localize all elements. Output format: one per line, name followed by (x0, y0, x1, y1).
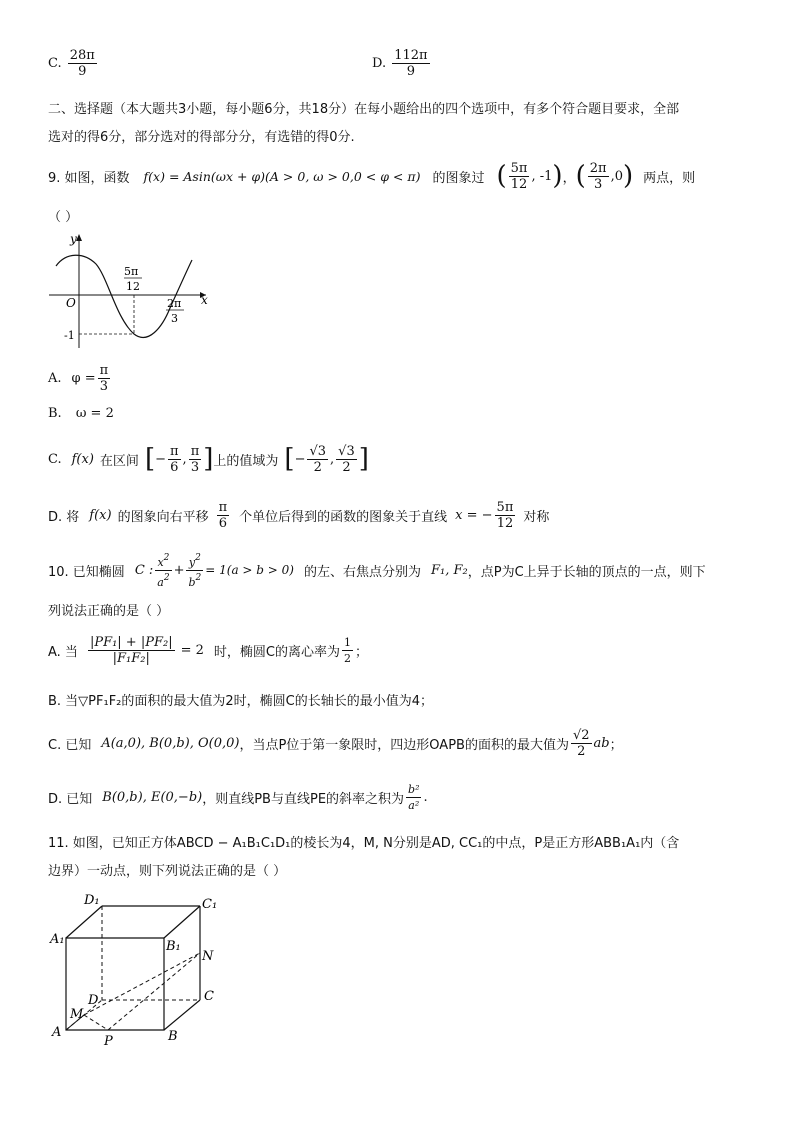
min-label: -1 (64, 329, 75, 342)
origin-label: O (66, 296, 76, 310)
denominator: 6 (170, 459, 179, 475)
label-a: A (52, 1025, 62, 1040)
area-fraction (571, 728, 592, 759)
q8-option-c-fraction (68, 48, 97, 79)
q9-option-a-fraction (98, 363, 111, 394)
denominator: a² (408, 798, 420, 812)
denominator: 2 (577, 743, 586, 759)
segment-pn (108, 953, 200, 1030)
punct: ； (354, 644, 368, 660)
q10-option-d-points: B(0,b), E(0,−b) (102, 789, 203, 805)
q10-condition: = 1(a > b > 0) (205, 563, 294, 577)
denominator: 9 (406, 64, 416, 79)
option-label: D. (372, 56, 387, 71)
shift-fraction (217, 500, 230, 531)
option-label: A. 当 (48, 644, 78, 660)
q8-option-c (48, 48, 99, 79)
numerator: √3 (338, 443, 355, 459)
q10-line2: 列说法正确的是（ ） (48, 604, 170, 619)
q10-option-a (48, 628, 368, 672)
numerator: π (218, 499, 228, 515)
q10-rest: ，点P为C上异于长轴的顶点的一点，则下 (467, 564, 706, 580)
q10-option-c-text: ，当点P位于第一象限时，四边形OAPB的面积的最大值为 (239, 737, 569, 753)
denominator: 12 (496, 515, 514, 531)
option-label: D. 将 (48, 509, 80, 525)
segment-mp (84, 1015, 108, 1030)
q9-option-c-func: f(x) (71, 451, 94, 467)
tick1-numerator: 5π (124, 265, 139, 278)
denominator: 9 (78, 64, 87, 79)
q10-option-d (48, 776, 428, 818)
q10-ellipse-c: C : (134, 562, 154, 578)
q10-option-a-text: 时，椭圆C的离心率为 (213, 644, 340, 660)
q9-option-d-text2: 个单位后得到的函数的图象关于直线 (239, 509, 448, 525)
q9-function: f(x) = Asin(ωx + φ)(A > 0, ω > 0,0 < φ < π) (143, 168, 421, 184)
slope-product-fraction (406, 782, 421, 813)
range-start (307, 444, 328, 475)
eccentricity-fraction (342, 635, 353, 666)
label-b: B (168, 1029, 178, 1044)
section2-line1: 二、选择题（本大题共3小题，每小题6分，共18分）在每小题给出的四个选项中，有多个符合题目要求，全部 (48, 102, 680, 117)
q10-option-b: B. 当▽PF₁F₂的面积的最大值为2时，椭圆C的长轴长的最小值为4； (48, 694, 434, 709)
q10-stem: 10. 已知椭圆 C : $\frac{x^2}{a^2}$ + $\frac{y^2}{b^2}$ = 1(a > b > 0) 的左、右焦点分别为 F₁, F₂ ，点P为C上异于长轴的顶点的一点，则下 (48, 552, 706, 589)
numerator: π (170, 443, 179, 459)
q9-suffix: 两点，则 (643, 170, 696, 186)
q9-stem: 9. 如图，函数 f(x) = Asin(ωx + φ)(A > 0, ω > 0,0 < φ < π) 的图象过 ( $\frac{5\pi}{12}$ , -1 ) ， ( $\frac{2\pi}{3}$ ,0 ) 两点，则 (48, 160, 696, 192)
denominator: 12 (510, 176, 528, 192)
q9-mid: 的图象过 (432, 170, 485, 186)
option-label: D. 已知 (48, 791, 93, 807)
q10-option-c (48, 722, 623, 764)
q10-foci: F₁, F₂ (431, 562, 468, 578)
q9-point1-x (509, 161, 530, 192)
q9-option-a (48, 360, 112, 396)
y-axis-arrow-icon (76, 234, 82, 241)
q8-option-d-fraction (392, 48, 429, 79)
label-b1: B₁ (166, 939, 181, 954)
interval-end (189, 444, 202, 475)
q8-option-d (372, 48, 432, 79)
option-label: C. (48, 56, 62, 71)
line-fraction (495, 500, 516, 531)
q9-option-b-expr: ω = 2 (75, 406, 114, 421)
option-label: B. (48, 406, 62, 421)
label-p: P (104, 1034, 113, 1048)
label-n: N (202, 949, 214, 964)
denominator: |F₁F₂| (112, 650, 150, 666)
q10-prefix: 10. 已知椭圆 (48, 564, 125, 580)
numerator: b² (408, 782, 420, 796)
denominator: 3 (594, 176, 603, 192)
numerator: 28π (69, 48, 95, 63)
range-end (336, 444, 357, 475)
denominator: 2 (313, 459, 322, 475)
edge-b1c1 (164, 906, 200, 938)
q9-point1-y: , -1 (531, 168, 553, 184)
numerator: √2 (572, 727, 590, 743)
q10-option-a-eq: = 2 (180, 642, 204, 658)
label-d: D (88, 993, 99, 1008)
q11-line2: 边界）一动点，则下列说法正确的是（ ） (48, 864, 287, 879)
q9-option-d-text3: 对称 (523, 509, 550, 525)
numerator: 5π (510, 160, 528, 176)
label-c: C (204, 989, 214, 1004)
label-d1: D₁ (84, 893, 100, 908)
q11-cube-diagram (46, 888, 236, 1048)
q10-y-term: $\frac{y^2}{b^2}$ (188, 552, 202, 589)
numerator: 112π (394, 48, 428, 63)
q9-option-a-expr: φ = (71, 370, 96, 386)
numerator: π (99, 362, 109, 378)
option-label: C. 已知 (48, 737, 92, 753)
q10-option-a-ratio (88, 635, 175, 666)
q9-option-d-text1: 的图象向右平移 (117, 509, 209, 525)
q9-option-b (48, 406, 114, 421)
q10-mid: 的左、右焦点分别为 (303, 564, 421, 580)
q9-prefix: 9. 如图，函数 (48, 170, 130, 186)
q10-x-term: $\frac{x^2}{a^2}$ (157, 552, 170, 589)
q9-answer-paren: （ ） (48, 210, 79, 225)
tick2-numerator: 2π (167, 297, 182, 310)
punct: . (423, 789, 428, 805)
q11-line1: 11. 如图，已知正方体ABCD − A₁B₁C₁D₁的棱长为4，M, N分别是AD, CC₁的中点，P是正方形ABB₁A₁内（含 (48, 836, 680, 851)
label-c1: C₁ (202, 897, 218, 912)
q9-option-d-func: f(x) (89, 507, 112, 523)
y-label: y (70, 232, 77, 246)
interval-start (168, 444, 181, 475)
edge-bc (164, 1000, 200, 1030)
q9-option-c: C. f(x) 在区间 [ − $\frac{\pi}{6}$ , $\frac{\pi}{3}$ ] 上的值域为 [ − $\frac{√3}{2}$ , $\frac{√3}{2}$ ] (48, 443, 369, 475)
q9-option-d (48, 496, 549, 534)
q9-point2-y: ,0 (610, 168, 623, 184)
numerator: π (190, 443, 200, 459)
edge-a1d1 (66, 906, 102, 938)
numerator: 1 (343, 635, 351, 649)
denominator: 6 (218, 515, 227, 531)
q9-sine-graph (44, 228, 219, 352)
numerator: 5π (496, 499, 514, 515)
label-m: M (70, 1007, 84, 1022)
q9-option-d-line: x = − (455, 507, 493, 523)
numerator: |PF₁| + |PF₂| (89, 634, 173, 650)
segment-mn (84, 953, 200, 1015)
q9-point2-x (588, 161, 609, 192)
denominator: 2 (342, 459, 351, 475)
denominator: 2 (343, 651, 351, 665)
q9-option-c-text1: 在区间 (99, 453, 139, 469)
x-label: x (201, 293, 208, 307)
denominator: 3 (99, 378, 109, 394)
q9-option-c-text2: 上的值域为 (213, 453, 279, 469)
tick1-denominator: 12 (126, 280, 140, 293)
q10-option-c-points: A(a,0), B(0,b), O(0,0) (101, 735, 240, 751)
tick2-denominator: 3 (171, 312, 178, 325)
numerator: 2π (589, 160, 607, 176)
option-label: A. (48, 370, 62, 386)
q10-option-d-text: ，则直线PB与直线PE的斜率之积为 (202, 791, 405, 807)
area-tail: ab (593, 735, 610, 751)
label-a1: A₁ (50, 932, 65, 947)
section2-line2: 选对的得6分，部分选对的得部分分，有选错的得0分. (48, 130, 355, 145)
denominator: 3 (190, 459, 200, 475)
option-label: C. (48, 451, 62, 467)
numerator: √3 (309, 443, 327, 459)
punct: ； (609, 737, 623, 753)
